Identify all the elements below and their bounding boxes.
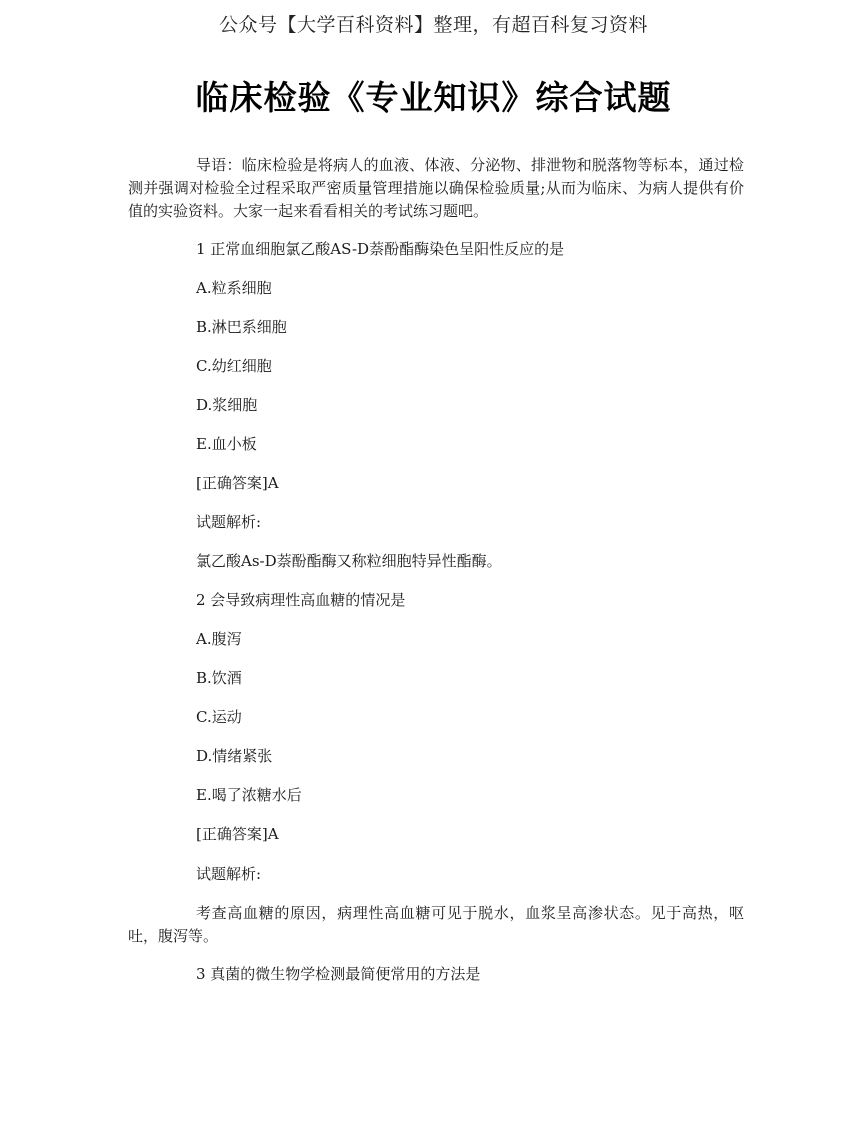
question-1-option-d: D.浆细胞 <box>196 396 258 414</box>
question-2-stem: 2 会导致病理性高血糖的情况是 <box>196 591 406 609</box>
question-1-stem: 1 正常血细胞氯乙酸AS-D萘酚酯酶染色呈阳性反应的是 <box>196 240 565 258</box>
question-1-option-b: B.淋巴系细胞 <box>196 318 287 336</box>
question-1-analysis: 氯乙酸As-D萘酚酯酶又称粒细胞特异性酯酶。 <box>196 552 502 570</box>
question-2-option-e: E.喝了浓糖水后 <box>196 786 302 804</box>
question-1-option-a: A.粒系细胞 <box>196 279 272 297</box>
question-2-option-a: A.腹泻 <box>196 630 242 648</box>
page-header: 公众号【大学百科资料】整理，有超百科复习资料 <box>218 14 648 36</box>
intro-paragraph: 导语：临床检验是将病人的血液、体液、分泌物、排泄物和脱落物等标本，通过检测并强调对检验全过程采取严密质量管理措施以确保检验质量;从而为临床、为病人提供有价值的实验资料。大家一起来看看相关的考试练习题吧。 <box>128 156 744 220</box>
question-3-stem: 3 真菌的微生物学检测最简便常用的方法是 <box>196 965 481 983</box>
question-2-option-b: B.饮酒 <box>196 669 242 687</box>
question-2-option-c: C.运动 <box>196 708 242 726</box>
question-1-analysis-label: 试题解析: <box>196 513 262 531</box>
question-2-answer: [正确答案]A <box>196 825 279 843</box>
question-1-option-c: C.幼红细胞 <box>196 357 272 375</box>
question-1-option-e: E.血小板 <box>196 435 257 453</box>
question-2-analysis-label: 试题解析: <box>196 865 262 883</box>
question-2-option-d: D.情绪紧张 <box>196 747 273 765</box>
question-2-analysis: 考查高血糖的原因，病理性高血糖可见于脱水，血浆呈高渗状态。见于高热，呕吐，腹泻等。 <box>128 904 744 945</box>
question-1-answer: [正确答案]A <box>196 474 279 492</box>
document-title: 临床检验《专业知识》综合试题 <box>195 78 672 117</box>
